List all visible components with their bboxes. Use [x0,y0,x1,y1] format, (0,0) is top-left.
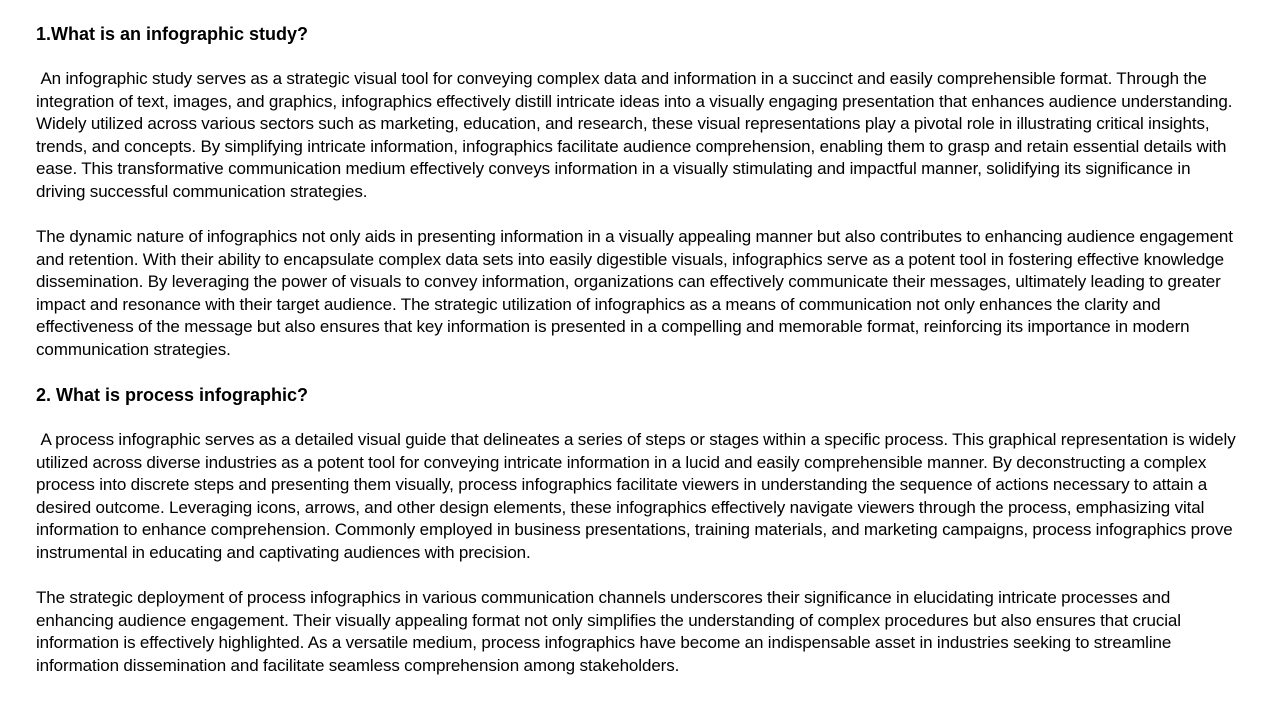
spacer [36,407,1244,429]
paragraph-infographic-study-2: The dynamic nature of infographics not only aids in presenting information in a visually appealing manner but also contributes to enhancing audience engagement and retention. With their ability to encapsulate complex data sets into easily digestible visuals, infographics serve as a potent tool in fostering effective knowledge dissemination. By leveraging the power of visuals to convey information, organizations can effectively communicate their messages, ultimately leading to greater impact and resonance with their target audience. The strategic utilization of infographics as a means of communication not only enhances the clarity and effectiveness of the message but also ensures that key information is presented in a compelling and memorable format, reinforcing its importance in modern communication strategies. [36,227,1233,359]
section-heading-infographic-study: 1.What is an infographic study? [36,24,309,44]
section-heading-process-infographic: 2. What is process infographic? [36,385,309,405]
spacer [36,203,1244,226]
paragraph-process-infographic-1: A process infographic serves as a detailed visual guide that delineates a series of steps or stages within a specific process. This graphical representation is widely utilized across diverse industries as a potent tool for conveying intricate information in a lucid and easily comprehensible manner. By deconstructing a complex process into discrete steps and presenting them visually, process infographics facilitate viewers in understanding the sequence of actions necessary to attain a desired outcome. Leveraging icons, arrows, and other design elements, these infographics effectively navigate viewers through the process, emphasizing vital information to enhance comprehension. Commonly employed in business presentations, training materials, and marketing campaigns, process infographics prove instrumental in educating and captivating audiences with precision. [36,430,1241,562]
paragraph-infographic-study-1: An infographic study serves as a strategic visual tool for conveying complex data and information in a succinct and easily comprehensible format. Through the integration of text, images, and graphics, infographics effectively distill intricate ideas into a visually engaging presentation that enhances audience understanding. Widely utilized across various sectors such as marketing, education, and research, these visual representations play a pivotal role in illustrating critical insights, trends, and concepts. By simplifying intricate information, infographics facilitate audience comprehension, enabling them to grasp and retain essential details with ease. This transformative communication medium effectively conveys information in a visually stimulating and impactful manner, solidifying its significance in driving successful communication strategies. [36,69,1237,201]
paragraph-process-infographic-2: The strategic deployment of process infographics in various communication channels underscores their significance in elucidating intricate processes and enhancing audience engagement. Their visually appealing format not only simplifies the understanding of complex procedures but also ensures that crucial information is effectively highlighted. As a versatile medium, process infographics have become an indispensable asset in industries seeking to streamline information dissemination and facilitate seamless comprehension among stakeholders. [36,588,1181,675]
spacer [36,361,1244,384]
spacer [36,564,1244,587]
spacer [36,46,1244,68]
